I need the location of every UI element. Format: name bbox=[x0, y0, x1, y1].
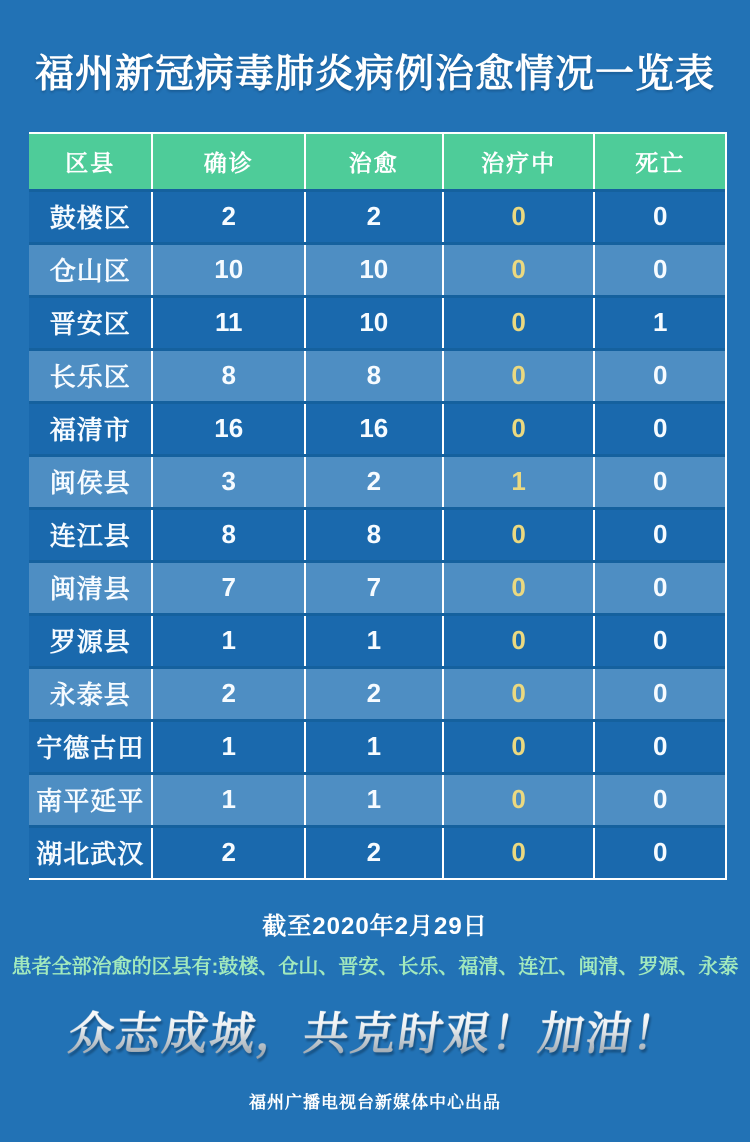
deaths-cell: 0 bbox=[593, 616, 725, 666]
deaths-cell: 0 bbox=[593, 775, 725, 825]
in-treatment-cell: 0 bbox=[442, 722, 594, 772]
cured-note: 患者全部治愈的区县有:鼓楼、仓山、晋安、长乐、福清、连江、闽清、罗源、永泰 bbox=[11, 955, 739, 978]
table-row bbox=[29, 401, 725, 454]
cured-cell: 2 bbox=[304, 457, 442, 507]
cured-cell: 16 bbox=[304, 404, 442, 454]
district-cell: 仓山区 bbox=[49, 256, 131, 286]
in-treatment-cell: 0 bbox=[442, 563, 594, 613]
in-treatment-cell: 1 bbox=[442, 457, 594, 507]
column-header-deaths: 死亡 bbox=[593, 134, 725, 189]
district-cell: 南平延平 bbox=[36, 786, 145, 816]
in-treatment-cell: 0 bbox=[442, 404, 594, 454]
table-row bbox=[29, 295, 725, 348]
deaths-cell: 0 bbox=[593, 351, 725, 401]
district-cell: 闽侯县 bbox=[49, 468, 131, 498]
deaths-cell: 0 bbox=[593, 563, 725, 613]
deaths-cell: 1 bbox=[593, 298, 725, 348]
cured-cell: 1 bbox=[304, 722, 442, 772]
column-header-cured: 治愈 bbox=[304, 134, 442, 189]
in-treatment-cell: 0 bbox=[442, 775, 594, 825]
table-row bbox=[29, 242, 725, 295]
in-treatment-cell: 0 bbox=[442, 245, 594, 295]
confirmed-cell: 11 bbox=[151, 298, 303, 348]
confirmed-cell: 2 bbox=[151, 192, 303, 242]
in-treatment-cell: 0 bbox=[442, 298, 594, 348]
confirmed-cell: 1 bbox=[151, 616, 303, 666]
slogan: 众志成城，共克时艰！加油！ bbox=[0, 997, 750, 1062]
deaths-cell: 0 bbox=[593, 457, 725, 507]
deaths-cell: 0 bbox=[593, 404, 725, 454]
district-cell: 宁德古田 bbox=[36, 733, 145, 763]
table-row bbox=[29, 719, 725, 772]
table-row bbox=[29, 348, 725, 401]
column-header-in-treatment: 治疗中 bbox=[442, 134, 594, 189]
as-of-date: 截至2020年2月29日 bbox=[262, 912, 488, 940]
district-cell: 罗源县 bbox=[49, 627, 131, 657]
table-row bbox=[29, 825, 725, 878]
cured-cell: 1 bbox=[304, 616, 442, 666]
table-row bbox=[29, 666, 725, 719]
table-row bbox=[29, 189, 725, 242]
district-cell: 福清市 bbox=[49, 415, 131, 445]
district-cell: 鼓楼区 bbox=[49, 203, 131, 233]
cured-cell: 10 bbox=[304, 298, 442, 348]
district-cell: 晋安区 bbox=[49, 309, 131, 339]
in-treatment-cell: 0 bbox=[442, 510, 594, 560]
table-row bbox=[29, 454, 725, 507]
deaths-cell: 0 bbox=[593, 510, 725, 560]
confirmed-cell: 8 bbox=[151, 510, 303, 560]
in-treatment-cell: 0 bbox=[442, 669, 594, 719]
deaths-cell: 0 bbox=[593, 828, 725, 878]
deaths-cell: 0 bbox=[593, 192, 725, 242]
cured-cell: 8 bbox=[304, 510, 442, 560]
table-header-row bbox=[29, 134, 725, 189]
cured-cell: 2 bbox=[304, 192, 442, 242]
credit-footer: 福州广播电视台新媒体中心出品 bbox=[249, 1092, 501, 1112]
district-cell: 长乐区 bbox=[49, 362, 131, 392]
confirmed-cell: 1 bbox=[151, 775, 303, 825]
district-cell: 湖北武汉 bbox=[36, 839, 145, 869]
confirmed-cell: 16 bbox=[151, 404, 303, 454]
in-treatment-cell: 0 bbox=[442, 192, 594, 242]
deaths-cell: 0 bbox=[593, 245, 725, 295]
cured-cell: 7 bbox=[304, 563, 442, 613]
confirmed-cell: 2 bbox=[151, 669, 303, 719]
deaths-cell: 0 bbox=[593, 669, 725, 719]
district-cell: 连江县 bbox=[49, 521, 131, 551]
cured-cell: 2 bbox=[304, 669, 442, 719]
column-header-confirmed: 确诊 bbox=[151, 134, 303, 189]
table-row bbox=[29, 613, 725, 666]
column-header-district: 区县 bbox=[65, 149, 116, 176]
table-row bbox=[29, 560, 725, 613]
district-cell: 闽清县 bbox=[49, 574, 131, 604]
deaths-cell: 0 bbox=[593, 722, 725, 772]
table-row bbox=[29, 507, 725, 560]
confirmed-cell: 10 bbox=[151, 245, 303, 295]
confirmed-cell: 3 bbox=[151, 457, 303, 507]
cured-cell: 10 bbox=[304, 245, 442, 295]
table-row bbox=[29, 772, 725, 825]
page-title: 福州新冠病毒肺炎病例治愈情况一览表 bbox=[34, 53, 715, 96]
cured-cell: 8 bbox=[304, 351, 442, 401]
confirmed-cell: 2 bbox=[151, 828, 303, 878]
in-treatment-cell: 0 bbox=[442, 828, 594, 878]
confirmed-cell: 8 bbox=[151, 351, 303, 401]
cured-cell: 1 bbox=[304, 775, 442, 825]
in-treatment-cell: 0 bbox=[442, 351, 594, 401]
district-cell: 永泰县 bbox=[49, 680, 131, 710]
in-treatment-cell: 0 bbox=[442, 616, 594, 666]
cured-cell: 2 bbox=[304, 828, 442, 878]
cases-table bbox=[29, 132, 727, 880]
table-body bbox=[29, 189, 725, 878]
confirmed-cell: 1 bbox=[151, 722, 303, 772]
confirmed-cell: 7 bbox=[151, 563, 303, 613]
